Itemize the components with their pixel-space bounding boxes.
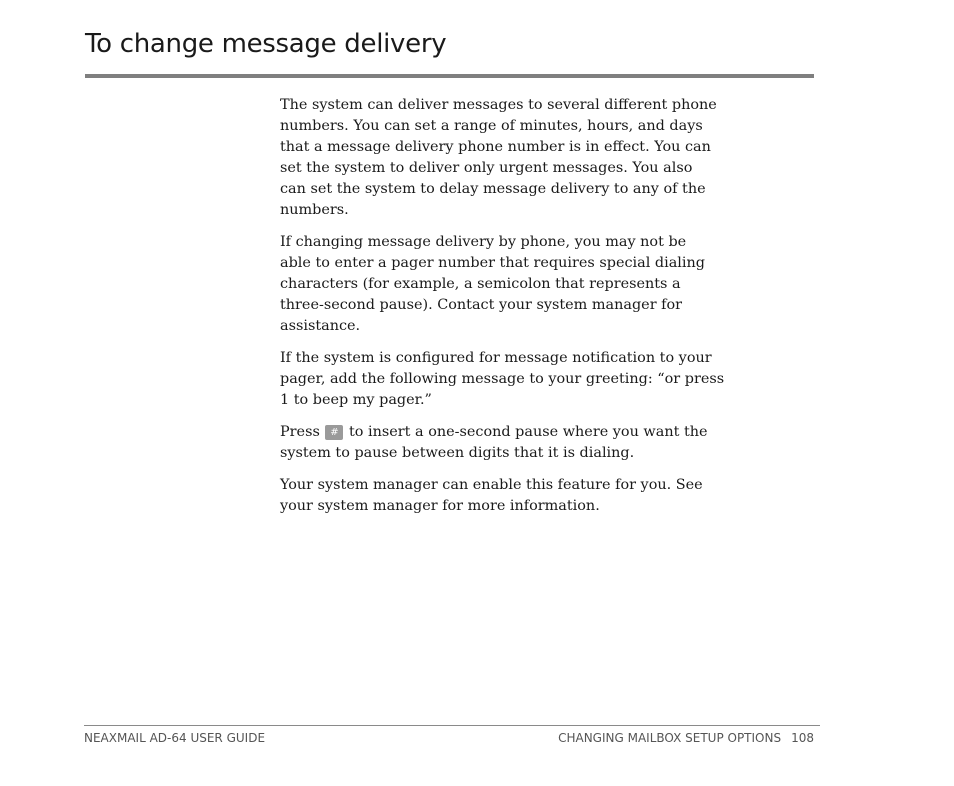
text-line: numbers. You can set a range of minutes, hours, and days (280, 118, 703, 134)
page-title: To change message delivery (85, 29, 447, 59)
paragraph-message-delivery-intro (280, 95, 730, 221)
text-line: system to pause between digits that it is dialing. (280, 445, 635, 461)
paragraph-pager-greeting (280, 348, 730, 411)
text-line: If changing message delivery by phone, you may not be (280, 234, 687, 250)
footer-section-info (558, 731, 814, 745)
text-line: The system can deliver messages to several different phone (280, 97, 717, 113)
text-line: assistance. (280, 318, 361, 334)
text-line: that a message delivery phone number is in effect. You can (280, 139, 711, 155)
text-line: set the system to deliver only urgent messages. You also (280, 160, 693, 176)
text-line: 1 to beep my pager.” (280, 392, 432, 408)
footer-guide-title: NEAXMAIL AD-64 USER GUIDE (84, 731, 266, 745)
paragraph-system-manager (280, 475, 730, 517)
text-line: pager, add the following message to your greeting: “or press (280, 371, 725, 387)
title-divider (85, 74, 814, 78)
text-line: three-second pause). Contact your system manager for (280, 297, 683, 313)
paragraph-pause-key (280, 422, 730, 464)
footer-section-title: CHANGING MAILBOX SETUP OPTIONS (558, 731, 782, 745)
text-line: your system manager for more information. (280, 498, 600, 514)
page-number: 108 (791, 731, 814, 745)
text-line: able to enter a pager number that requires special dialing (280, 255, 705, 271)
text-line: If the system is configured for message notification to your (280, 350, 712, 366)
text-line: can set the system to delay message delivery to any of the (280, 181, 706, 197)
body-text (280, 95, 730, 528)
paragraph-pager-dialing-note (280, 232, 730, 337)
footer-divider (84, 725, 820, 726)
text-line: characters (for example, a semicolon that represents a (280, 276, 681, 292)
text-line: Your system manager can enable this feature for you. See (280, 477, 703, 493)
text-segment: to insert a one-second pause where you want the (344, 424, 708, 440)
pound-key-icon: # (325, 425, 343, 440)
text-segment: Press (280, 424, 325, 440)
text-line: numbers. (280, 202, 349, 218)
